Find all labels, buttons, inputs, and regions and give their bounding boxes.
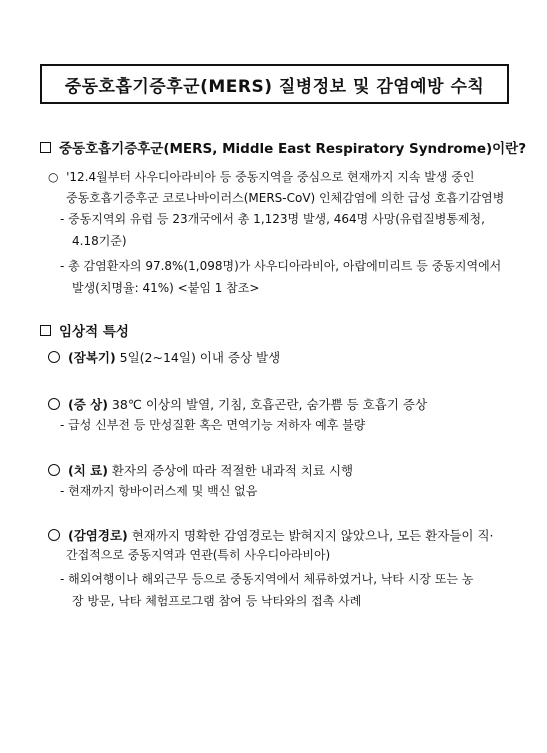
section-heading-mers: [40, 137, 526, 157]
sub-item-global-cases-cont: 4.18기준): [72, 234, 127, 248]
sub-item-middle-east-share-cont: 발생(치명율: 41%) <붙임 1 참조>: [72, 281, 260, 295]
section-heading-text: 임상적 특성: [59, 324, 129, 340]
clinical-sub-transmission-cont: 장 방문, 낙타 체험프로그램 참여 등 낙타와의 접촉 사례: [72, 594, 362, 608]
square-bullet-icon: [40, 142, 51, 153]
clinical-sub-symptoms: - 급성 신부전 등 만성질환 혹은 면역기능 저하자 예후 불량: [60, 418, 366, 432]
clinical-item-incubation: (잠복기) 5일(2~14일) 이내 증상 발생: [48, 348, 280, 367]
clinical-item-treatment: (치 료) 환자의 증상에 따라 적절한 내과적 치료 시행: [48, 461, 353, 480]
section-heading-clinical: [40, 320, 129, 340]
square-bullet-icon: [40, 325, 51, 336]
document-title: 중동호흡기증후군(MERS) 질병정보 및 감염예방 수칙: [40, 64, 509, 104]
sub-item-global-cases: - 중동지역외 유럽 등 23개국에서 총 1,123명 발생, 464명 사망(유럽질병통제청,: [60, 212, 485, 226]
sub-item-middle-east-share: - 총 감염환자의 97.8%(1,098명)가 사우디아라비아, 아랍에미리트 등 중동지역에서: [60, 259, 502, 273]
definition-line-2: 중동호흡기증후군 코로나바이러스(MERS-CoV) 인체감염에 의한 급성 호흡기감염병: [66, 191, 505, 205]
clinical-sub-transmission: - 해외여행이나 해외근무 등으로 중동지역에서 체류하였거나, 낙타 시장 또는 농: [60, 572, 474, 586]
circle-bullet-icon: [48, 529, 60, 541]
section-heading-text: 중동호흡기증후군(MERS, Middle East Respiratory Syndrome)이란?: [59, 141, 527, 157]
definition-line-1: ○ '12.4월부터 사우디아라비아 등 중동지역을 중심으로 현재까지 지속 발생 중인: [48, 170, 475, 184]
clinical-sub-treatment: - 현재까지 항바이러스제 및 백신 없음: [60, 484, 258, 498]
circle-bullet-icon: [48, 398, 60, 410]
clinical-item-symptoms: (증 상) 38℃ 이상의 발열, 기침, 호흡곤란, 숨가쁨 등 호흡기 증상: [48, 395, 427, 414]
clinical-item-transmission: (감염경로) 현재까지 명확한 감염경로는 밝혀지지 않았으나, 모든 환자들이 직·: [48, 526, 494, 545]
circle-bullet-icon: ○: [48, 170, 59, 184]
circle-bullet-icon: [48, 464, 60, 476]
clinical-item-transmission-cont: 간접적으로 중동지역과 연관(특히 사우디아라비아): [66, 548, 331, 562]
circle-bullet-icon: [48, 351, 60, 363]
